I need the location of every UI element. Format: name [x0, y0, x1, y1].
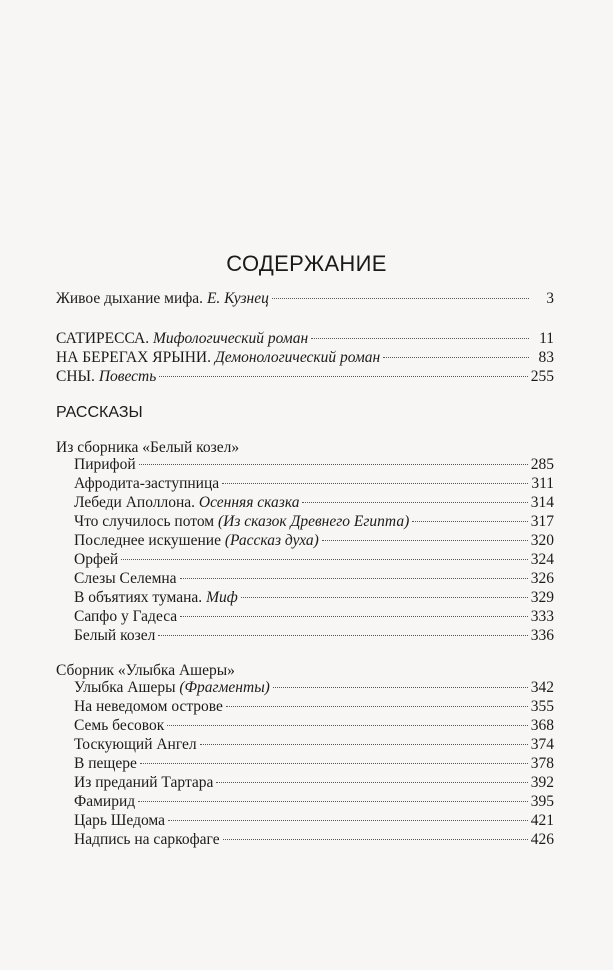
leader-dots — [138, 801, 528, 802]
toc-entry — [74, 811, 554, 831]
leader-dots — [311, 338, 529, 339]
leader-dots — [121, 559, 528, 560]
toc-entry — [74, 588, 554, 608]
toc-entry — [74, 531, 554, 551]
toc-entry — [74, 455, 554, 475]
toc-entry-page: 83 — [538, 349, 554, 366]
leader-dots — [140, 763, 528, 764]
toc-entry — [56, 367, 554, 387]
toc-entry-title: Белый козел — [74, 627, 156, 644]
leader-dots — [167, 725, 528, 726]
toc-entry-title: Лебеди Аполлона. Осенняя сказка — [74, 494, 300, 511]
leader-dots — [241, 597, 528, 598]
toc-entry-page: 326 — [530, 570, 554, 587]
toc-entry-title: В пещере — [74, 755, 137, 772]
toc-entry-page: 392 — [530, 774, 554, 791]
toc-entry-title: Тоскующий Ангел — [74, 736, 197, 753]
collection-heading: Из сборника «Белый козел» — [56, 439, 240, 456]
toc-entry-page: 368 — [530, 717, 554, 734]
page-title: СОДЕРЖАНИЕ — [226, 251, 387, 276]
toc-entry — [56, 329, 554, 349]
toc-entry-page: 317 — [530, 513, 554, 530]
toc-entry-page: 374 — [530, 736, 554, 753]
toc-entry-page: 11 — [539, 330, 554, 347]
toc-entry-title: Сапфо у Гадеса — [74, 608, 178, 625]
leader-dots — [226, 706, 528, 707]
section-heading: РАССКАЗЫ — [56, 404, 143, 421]
toc-entry-page: 395 — [530, 793, 554, 810]
toc-entry-title: НА БЕРЕГАХ ЯРЫНИ. Демонологический роман — [56, 349, 381, 366]
toc-entry-title: Семь бесовок — [74, 717, 165, 734]
toc-entry-title: Царь Шедома — [74, 812, 166, 829]
toc-entry — [74, 830, 554, 850]
leader-dots — [168, 820, 528, 821]
toc-entry-title: Надпись на саркофаге — [74, 831, 220, 848]
toc-entry-title: На неведомом острове — [74, 698, 223, 715]
toc-entry-page: 333 — [530, 608, 554, 625]
toc-entry — [74, 569, 554, 589]
leader-dots — [302, 502, 527, 503]
toc-entry-title: Пирифой — [74, 456, 136, 473]
leader-dots — [159, 376, 527, 377]
toc-entry-page: 426 — [530, 831, 554, 848]
toc-entry-title: Афродита-заступница — [74, 475, 220, 492]
toc-entry-title: Из преданий Тартара — [74, 774, 214, 791]
toc-entry-title: Последнее искушение (Рассказ духа) — [74, 532, 319, 549]
toc-entry-title: Фамирид — [74, 793, 136, 810]
toc-entry-page: 285 — [530, 456, 554, 473]
toc-entry-page: 421 — [530, 812, 554, 829]
toc-entry-title: Улыбка Ашеры (Фрагменты) — [74, 679, 270, 696]
leader-dots — [200, 744, 528, 745]
leader-dots — [223, 839, 528, 840]
leader-dots — [322, 540, 528, 541]
toc-entry-page: 355 — [530, 698, 554, 715]
toc-entry — [74, 607, 554, 627]
toc-entry-title: Что случилось потом (Из сказок Древнего Египта) — [74, 513, 410, 530]
leader-dots — [139, 464, 528, 465]
toc-entry-page: 342 — [530, 679, 554, 696]
toc-entry — [74, 474, 554, 494]
toc-entry — [74, 754, 554, 774]
toc-entry-page: 311 — [531, 475, 554, 492]
toc-entry-page: 329 — [530, 589, 554, 606]
leader-dots — [216, 782, 527, 783]
toc-entry-page: 255 — [530, 368, 554, 385]
leader-dots — [222, 483, 528, 484]
toc-entry-page: 3 — [546, 290, 554, 307]
toc-entry-title: Орфей — [74, 551, 119, 568]
toc-entry-title: САТИРЕССА. Мифологический роман — [56, 330, 309, 347]
leader-dots — [273, 687, 528, 688]
leader-dots — [272, 298, 529, 299]
toc-entry — [56, 348, 554, 368]
leader-dots — [383, 357, 529, 358]
toc-entry — [74, 493, 554, 513]
toc-entry — [74, 626, 554, 646]
leader-dots — [158, 635, 527, 636]
toc-entry — [74, 550, 554, 570]
toc-entry-page: 320 — [530, 532, 554, 549]
collection-heading: Сборник «Улыбка Ашеры» — [56, 662, 235, 679]
toc-entry — [74, 512, 554, 532]
toc-entry-title: Живое дыхание мифа. Е. Кузнец — [56, 290, 269, 307]
toc-entry — [74, 773, 554, 793]
toc-entry — [74, 735, 554, 755]
toc-entry-title: Слезы Селемна — [74, 570, 177, 587]
toc-entry — [74, 792, 554, 812]
toc-entry-page: 324 — [530, 551, 554, 568]
toc-entry-title: В объятиях тумана. Миф — [74, 589, 238, 606]
toc-entry — [74, 716, 554, 736]
toc-entry-title: СНЫ. Повесть — [56, 368, 157, 385]
toc-entry — [74, 678, 554, 698]
toc-entry — [56, 289, 554, 309]
toc-entry-page: 336 — [530, 627, 554, 644]
toc-entry — [74, 697, 554, 717]
toc-entry-page: 378 — [530, 755, 554, 772]
leader-dots — [180, 578, 528, 579]
toc-entry-page: 314 — [530, 494, 554, 511]
leader-dots — [180, 616, 528, 617]
leader-dots — [412, 521, 528, 522]
